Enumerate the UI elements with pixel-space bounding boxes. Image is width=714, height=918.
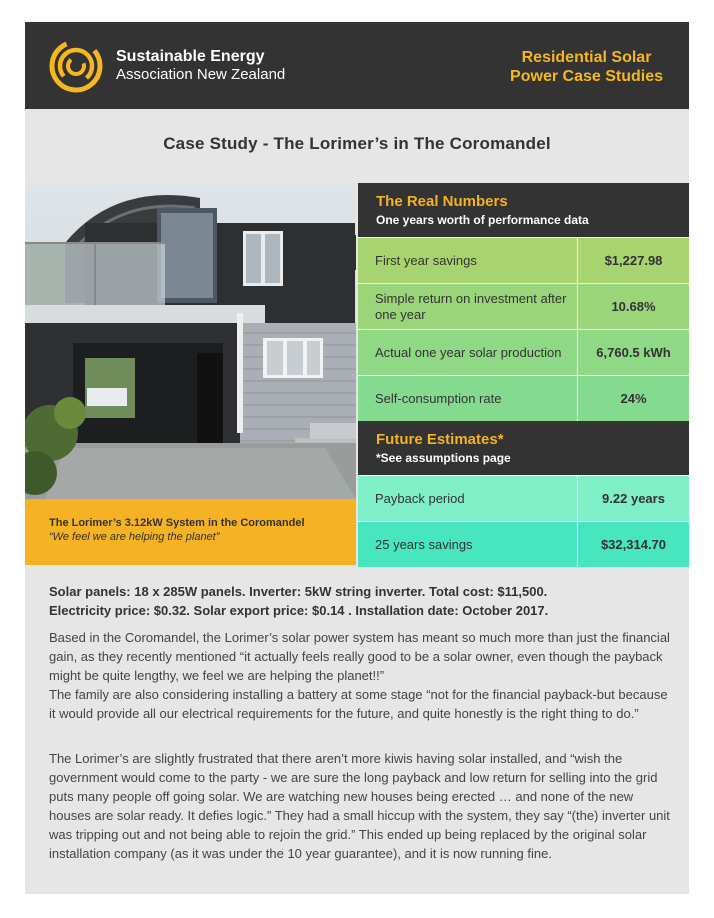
row-value: $32,314.70 [600,537,667,552]
house-photo [25,183,356,499]
paragraph-2: The family are also considering installing a battery at some stage “not for the financial payback-but because it would provide all our electrical requirements for the future, and quite honestly is the right thing to do.” [49,687,668,721]
future-estimates-subtitle: *See assumptions page [376,451,511,465]
system-facts [49,582,669,620]
table-row [358,521,689,567]
header [25,22,689,109]
org-name-line1: Sustainable Energy [116,48,265,65]
row-label: Self-consumption rate [358,376,578,421]
organisation-name [116,48,285,84]
table-row [358,475,689,521]
row-value: 10.68% [611,299,656,314]
org-name-line2: Association New Zealand [116,66,286,83]
row-label: First year savings [358,238,578,283]
document-title-line1: Residential Solar [521,49,652,66]
table-row [358,375,689,421]
document-title [510,48,663,86]
row-label: Simple return on investment after one year [358,284,578,329]
real-numbers-title: The Real Numbers [376,193,508,210]
paragraph-3: The Lorimer’s are slightly frustrated that there aren’t more kiwis having solar installed, and “wish the government would come to the party - we are sure the long payback and low return for selling into the grid puts many people off going solar. We are watching new houses being erected … and none of the new houses are solar ready. It defies logic.” They had a small hiccup with the system, they say “(the) inverter unit was tripping out and not being able to rejoin the grid.” This ended up being replaced by the original solar installation company (as it was under the 10 year guarantee), and it is now running fine. [49,751,670,861]
future-estimates-header [358,421,689,475]
real-numbers-header [358,183,689,237]
document-title-line2: Power Case Studies [510,68,663,85]
photo-caption [25,499,356,565]
row-value: 9.22 years [602,491,665,506]
paragraph-1: Based in the Coromandel, the Lorimer’s solar power system has meant so much more than just the financial gain, as they recently mentioned “it actually feels really good to be a solar owner, even though the payback might be quite lengthy, we feel we are helping the planet!!” [49,630,670,683]
real-numbers-subtitle: One years worth of performance data [376,213,589,227]
table-row [358,237,689,283]
row-value: 6,760.5 kWh [596,345,671,360]
caption-quote: “We feel we are helping the planet” [49,531,220,543]
title-band [25,109,689,183]
row-label: Payback period [358,476,578,521]
table-row [358,283,689,329]
table-row [358,329,689,375]
row-label: Actual one year solar production [358,330,578,375]
house-illustration [25,183,356,499]
facts-line1: Solar panels: 18 x 285W panels. Inverter: 5kW string inverter. Total cost: $11,500. [49,584,548,599]
caption-title: The Lorimer’s 3.12kW System in the Coromandel [49,517,305,529]
future-estimates-title: Future Estimates* [376,431,504,448]
numbers-table [358,183,689,567]
row-value: $1,227.98 [604,253,663,268]
row-value: 24% [620,391,647,406]
swirl-logo-icon [49,39,103,93]
case-study-title: Case Study - The Lorimer’s in The Coromandel [163,134,551,153]
row-label: 25 years savings [358,522,578,567]
case-study-page [25,22,689,894]
facts-line2: Electricity price: $0.32. Solar export price: $0.14 . Installation date: October 2017. [49,603,549,618]
